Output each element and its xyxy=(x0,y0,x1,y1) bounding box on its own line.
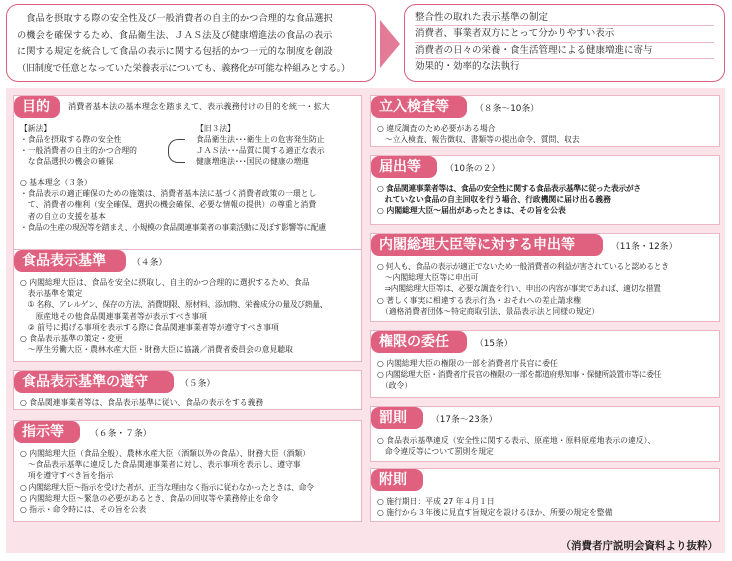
standards-line: 原産地その他食品関連事業者等が表示すべき事項 xyxy=(20,311,207,321)
notification-line: ○ 内閣総理大臣～届出があったときは、その旨を公表 xyxy=(377,206,566,216)
goal-item: 消費者の日々の栄養・食生活管理による健康増進に寄与 xyxy=(415,43,714,59)
intro-line: に関する規定を統合して食品の表示に関する包括的かつ一元的な制度を創設 xyxy=(17,46,333,57)
intro-line: 食品を摂取する際の安全性及び一般消費者の自主的かつ合理的な食品選択 xyxy=(17,13,333,24)
requests-heading: 内閣総理大臣等に対する申出等 xyxy=(371,234,603,256)
inspection-panel xyxy=(370,95,720,147)
inspection-line: ～立入検査、報告徴収、書類等の提出命令、質問、収去 xyxy=(377,135,580,145)
requests-line: ○ 著しく事実に相違する表示行為・おそれへの差止請求権 xyxy=(377,295,582,305)
requests-body xyxy=(377,261,715,317)
source-credit: （消費者庁説明会資料より抜粋） xyxy=(560,540,718,552)
delegation-heading: 権限の委任 xyxy=(371,331,467,353)
supplementary-panel xyxy=(370,468,720,522)
requests-line: （適格消費者団体～特定商取引法、景品表示法と同様の規定） xyxy=(377,306,600,316)
penalties-body xyxy=(377,435,715,457)
purpose-line: ＪＡＳ法･･･品質に関する適正な表示 xyxy=(196,146,325,155)
instructions-body xyxy=(20,448,357,515)
standards-line: ～厚生労働大臣・農林水産大臣・財務大臣に協議／消費者委員会の意見聴取 xyxy=(20,345,293,355)
inspection-article: （８条～10条） xyxy=(475,104,539,114)
delegation-line: ○ 内閣総理大臣の権限の一部を消費者庁長官に委任 xyxy=(377,359,558,368)
compliance-heading: 食品表示基準の遵守 xyxy=(14,371,174,393)
delegation-body xyxy=(377,358,715,392)
delegation-line: （政令） xyxy=(377,381,413,391)
notification-line: ○ 食品関連事業者等は、食品の安全性に関する食品表示基準に従った表示がさ xyxy=(377,184,641,193)
notification-heading: 届出等 xyxy=(371,156,437,178)
intro-line: （旧制度で任意となっていた栄養表示についても、義務化が可能な枠組みとする。） xyxy=(17,62,350,74)
supplementary-line: ○ 施行期日：平成 27 年４月１日 xyxy=(377,497,495,506)
instructions-heading: 指示等 xyxy=(14,421,80,443)
supplementary-body xyxy=(377,496,715,518)
purpose-line: ・一般消費者の自主的かつ合理的 xyxy=(20,146,137,155)
instructions-line: ○ 内閣総理大臣（食品全般）、農林水産大臣（酒類以外の食品）、財務大臣（酒類） xyxy=(20,449,310,458)
goal-item: 整合性の取れた表示基準の制定 xyxy=(415,10,714,26)
purpose-line: 食品衛生法･･･衛生上の危害発生防止 xyxy=(196,135,325,144)
supplementary-heading: 附則 xyxy=(371,469,423,491)
compliance-body xyxy=(20,397,357,408)
purpose-line: な食品選択の機会の確保 xyxy=(20,157,114,166)
standards-panel xyxy=(13,249,362,362)
inspection-line: ○ 違反調査のため必要がある場合 xyxy=(377,124,496,133)
penalties-heading: 罰則 xyxy=(371,407,423,429)
delegation-article: （15条） xyxy=(475,339,513,349)
notification-line: れていない食品の自主回収を行う場合、行政機関に届け出る義務 xyxy=(377,195,611,205)
instructions-line: ～食品表示基準に違反した食品関連事業者に対し、表示事項を表示し、遵守事 xyxy=(20,460,301,470)
instructions-article: （６条・７条） xyxy=(90,429,152,439)
purpose-line: ・食品の生産の現況等を踏まえ、小規模の食品関連事業者の事業活動に及ぼす影響等に配慮 xyxy=(20,222,326,232)
inspection-heading: 立入検査等 xyxy=(371,96,467,118)
intro-line: の機会を確保するため、食品衛生法、ＪＡＳ法及び健康増進法の食品の表示 xyxy=(17,29,333,41)
old-law-label: 【旧３法】 xyxy=(196,124,235,133)
purpose-line: ・食品表示の適正確保のための施策は、消費者基本法に基づく消費者政策の一環とし xyxy=(20,189,317,199)
standards-line: ② 前号に掲げる事項を表示する際に食品関連事業者等が遵守すべき事項 xyxy=(20,322,279,332)
requests-line: ○ 何人も、食品の表示が適正でないため一般消費者の利益が害されていると認めるとき xyxy=(377,262,669,271)
purpose-line: て、消費者の権利（安全確保、選択の機会確保、必要な情報の提供）の尊重と消費 xyxy=(20,200,317,210)
purpose-heading: 目的 xyxy=(14,96,60,118)
right-arrow-icon xyxy=(380,20,400,68)
requests-line: ⇒内閣総理大臣等は、必要な調査を行い、申出の内容が事実であれば、適切な措置 xyxy=(377,284,661,294)
purpose-note: 消費者基本法の基本理念を踏まえて、表示義務付けの目的を統一・拡大 xyxy=(68,101,330,111)
instructions-line: 項を遵守すべき旨を指示 xyxy=(20,471,114,481)
notification-body xyxy=(377,183,715,217)
notification-panel xyxy=(370,155,720,225)
delegation-line: ○ 内閣総理大臣・消費者庁長官の権限の一部を都道府県知事・保健所設置市等に委任 xyxy=(377,370,662,380)
instructions-line: ○ 内閣総理大臣～緊急の必要があるとき、食品の回収等や業務停止を命令 xyxy=(20,493,279,503)
notification-article: （10条の２） xyxy=(445,164,501,174)
supplementary-line: ○ 施行から３年後に見直す旨規定を設けるほか、所要の規定を整備 xyxy=(377,508,613,518)
standards-body xyxy=(20,277,357,355)
purpose-body xyxy=(20,123,357,233)
delegation-panel xyxy=(370,330,720,398)
purpose-line: 者の自立の支援を基本 xyxy=(20,211,106,221)
inspection-body xyxy=(377,123,715,145)
standards-article: （４条） xyxy=(132,258,168,268)
penalties-line: ○ 食品表示基準違反（安全性に関する表示、原産地・原料原産地表示の違反）、 xyxy=(377,436,656,445)
penalties-line: 命令違反等について罰則を規定 xyxy=(377,447,494,457)
bracket-icon xyxy=(168,139,185,163)
standards-heading: 食品表示基準 xyxy=(14,250,126,272)
instructions-line: ○ 内閣総理大臣～指示を受けた者が、正当な理由なく指示に従わなかったときは、命令 xyxy=(20,482,314,492)
purpose-line: ・食品を摂取する際の安全性 xyxy=(20,135,122,144)
goals-box xyxy=(404,4,725,82)
goal-item: 消費者、事業者双方にとって分かりやすい表示 xyxy=(415,26,714,42)
purpose-panel xyxy=(13,95,362,263)
compliance-line: ○ 食品関連事業者等は、食品表示基準に従い、食品の表示をする義務 xyxy=(20,398,264,407)
penalties-panel xyxy=(370,406,720,462)
new-law-label: 【新法】 xyxy=(20,124,52,133)
purpose-line: ○ 基本理念（３条） xyxy=(20,178,92,187)
requests-article: （11条・12条） xyxy=(611,242,678,252)
standards-line: ○ 食品表示基準の策定・変更 xyxy=(20,334,123,344)
compliance-article: （５条） xyxy=(180,379,216,389)
intro-box xyxy=(6,4,376,82)
standards-line: 表示基準を策定 xyxy=(20,289,83,299)
purpose-line: 健康増進法･･･国民の健康の増進 xyxy=(196,157,310,166)
compliance-panel xyxy=(13,370,362,410)
instructions-panel xyxy=(13,420,362,522)
standards-line: ○ 内閣総理大臣は、食品を安全に摂取し、自主的かつ合理的に選択するため、食品 xyxy=(20,278,310,287)
standards-line: ① 名称、アレルゲン、保存の方法、消費期限、原材料、添加物、栄養成分の量及び熱量、 xyxy=(20,300,328,310)
requests-line: ～内閣総理大臣等に申出可 xyxy=(377,273,479,283)
instructions-line: ○ 指示・命令時には、その旨を公表 xyxy=(20,505,147,515)
penalties-article: （17条～23条） xyxy=(431,415,498,425)
goal-item: 効果的・効率的な法執行 xyxy=(415,60,520,72)
requests-panel xyxy=(370,233,720,322)
